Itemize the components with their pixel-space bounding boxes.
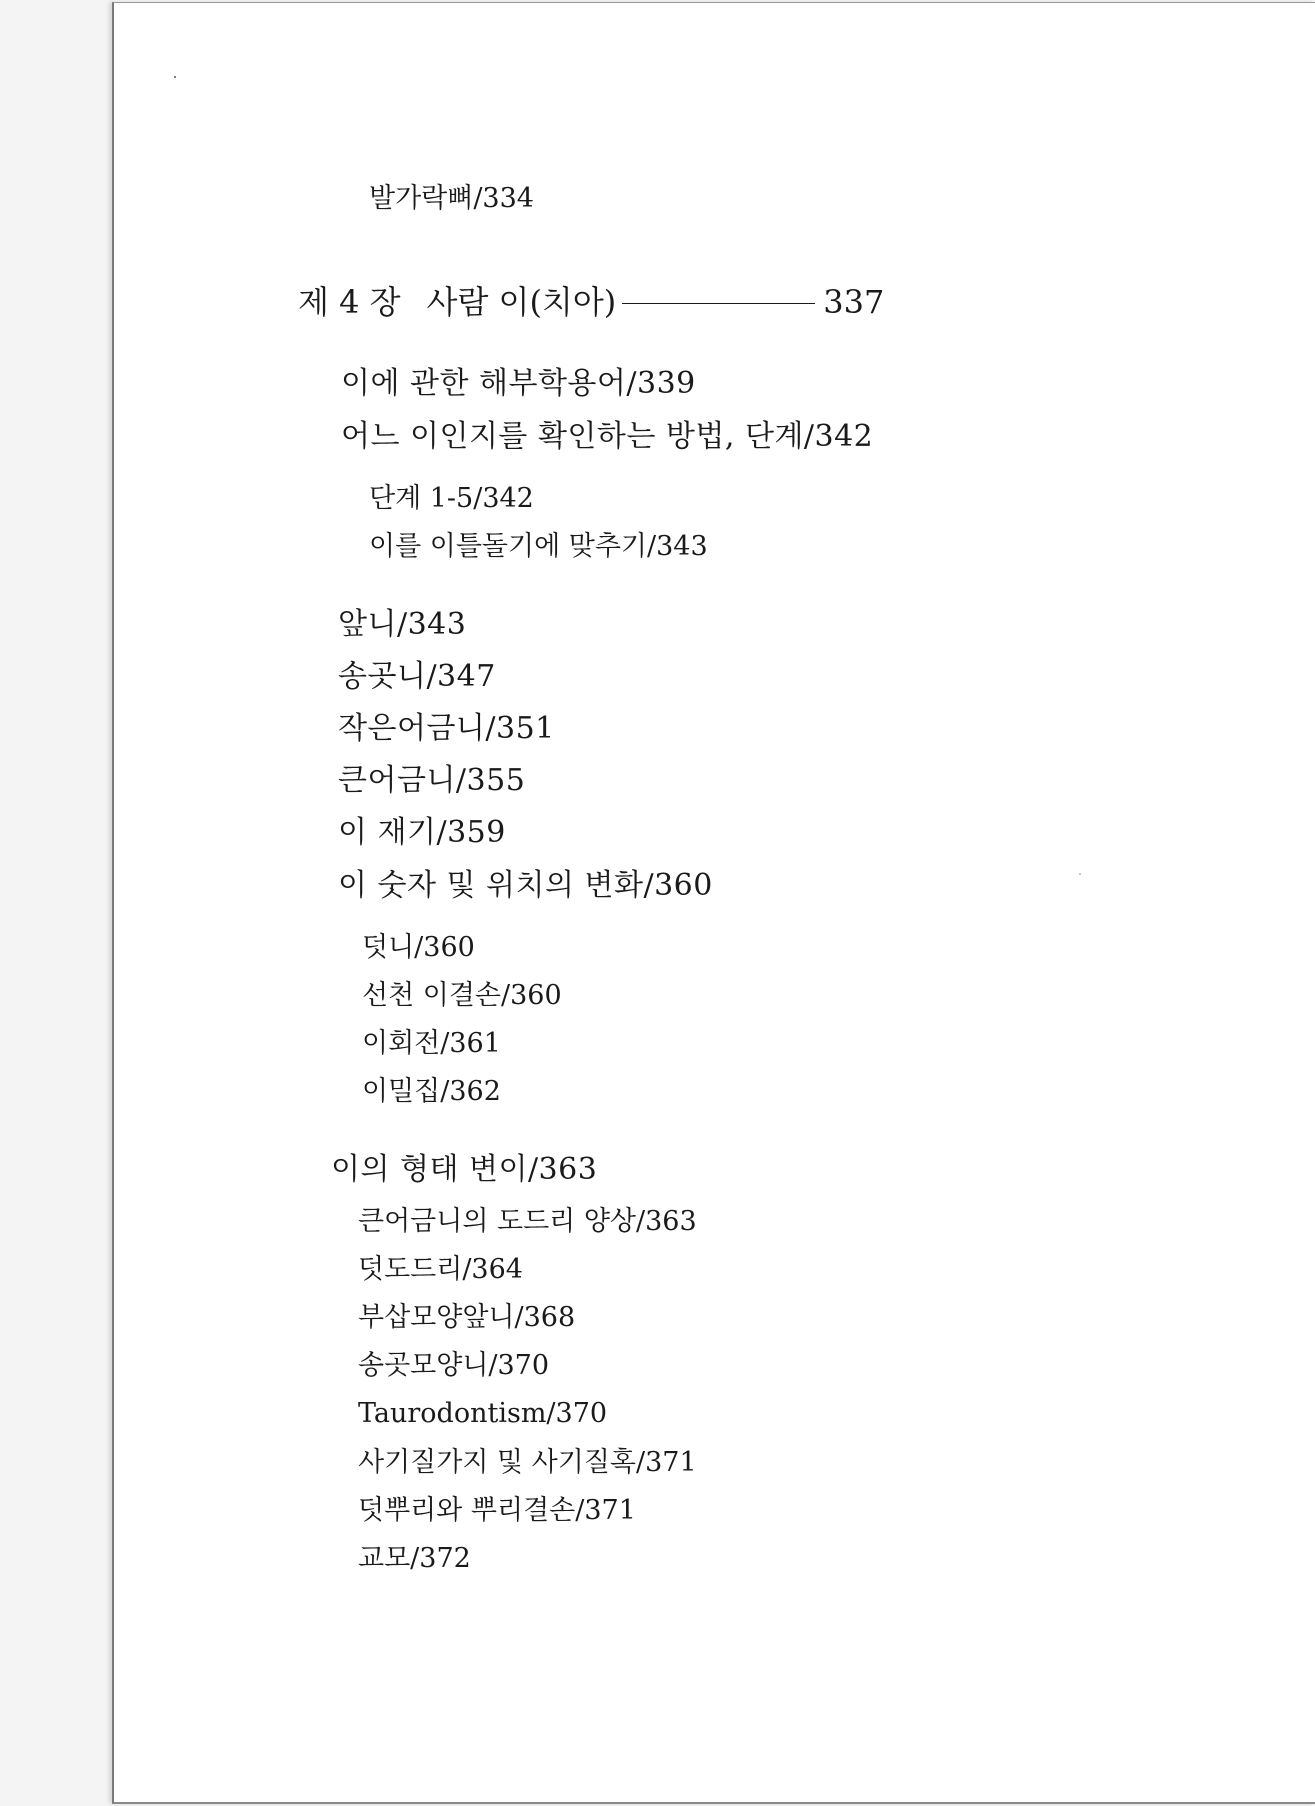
leader-rule	[622, 303, 815, 304]
toc-subentry: 이를 이틀돌기에 맞추기/343	[369, 531, 708, 562]
chapter-page: 337	[823, 283, 885, 321]
toc-entry: 이에 관한 해부학용어/339	[341, 366, 696, 401]
toc-subentry: 부삽모양앞니/368	[358, 1302, 576, 1333]
toc-subentry: 덧니/360	[362, 932, 475, 963]
toc-subentry: 사기질가지 및 사기질혹/371	[358, 1447, 697, 1478]
chapter-heading	[298, 283, 885, 321]
toc-entry: 송곳니/347	[338, 659, 496, 694]
toc-subentry: 이밀집/362	[362, 1076, 501, 1107]
toc-entry: 큰어금니/355	[338, 763, 526, 798]
toc-subentry: 큰어금니의 도드리 양상/363	[358, 1206, 697, 1237]
toc-entry: 작은어금니/351	[338, 711, 555, 746]
toc-subentry: 이회전/361	[362, 1028, 501, 1059]
toc-entry-top: 발가락뼈/334	[369, 183, 534, 214]
toc-entry: 앞니/343	[338, 607, 467, 642]
chapter-number: 제 4 장	[298, 283, 401, 321]
toc-entry: 이 재기/359	[338, 815, 506, 850]
toc-subentry: 교모/372	[358, 1543, 471, 1574]
scan-speck	[1079, 873, 1081, 875]
toc-subentry: 덧도드리/364	[358, 1254, 523, 1285]
toc-entry: 이 숫자 및 위치의 변화/360	[338, 868, 713, 903]
book-page	[112, 2, 1315, 1804]
toc-entry: 이의 형태 변이/363	[331, 1152, 598, 1187]
scan-speck	[174, 76, 176, 78]
toc-subentry: 선천 이결손/360	[362, 980, 562, 1011]
toc-subentry: 단계 1-5/342	[369, 483, 534, 514]
toc-subentry: Taurodontism/370	[358, 1398, 608, 1429]
chapter-title: 사람 이(치아)	[426, 283, 617, 321]
toc-subentry: 덧뿌리와 뿌리결손/371	[358, 1495, 636, 1526]
toc-entry: 어느 이인지를 확인하는 방법, 단계/342	[341, 419, 874, 454]
toc-subentry: 송곳모양니/370	[358, 1350, 550, 1381]
